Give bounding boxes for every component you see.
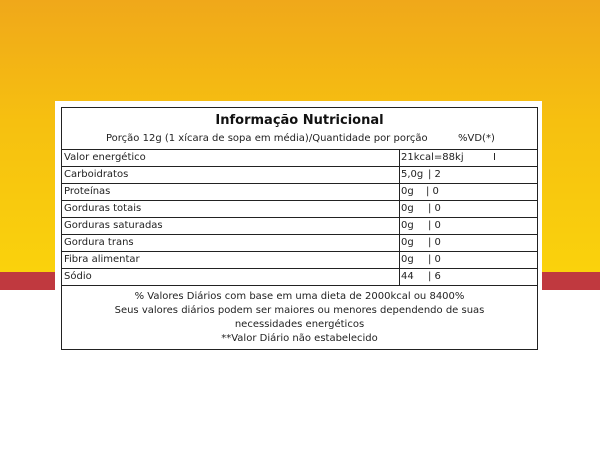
- table-footnotes: [62, 286, 537, 349]
- row-pct: | 0: [426, 186, 439, 197]
- table-header: [62, 108, 537, 150]
- row-amount: 0g: [401, 237, 414, 248]
- portion-text: Porção 12g (1 xícara de sopa em média)/Quantidade por porção: [106, 133, 428, 144]
- row-pct: | 0: [428, 220, 441, 231]
- column-divider: [399, 150, 400, 167]
- row-name: Gorduras saturadas: [64, 220, 163, 231]
- table-row: [62, 252, 537, 269]
- table-row: [62, 184, 537, 201]
- row-name: Gorduras totais: [64, 203, 142, 214]
- table-row: [62, 218, 537, 235]
- column-divider: [399, 269, 400, 286]
- row-name: Gordura trans: [64, 237, 134, 248]
- table-row: [62, 150, 537, 167]
- table-row: [62, 167, 537, 184]
- column-divider: [399, 184, 400, 201]
- row-amount: 0g: [401, 254, 414, 265]
- row-pct: | 0: [428, 254, 441, 265]
- column-divider: [399, 218, 400, 235]
- table-title: Informação Nutricional: [215, 113, 384, 128]
- column-divider: [399, 167, 400, 184]
- row-name: Sódio: [64, 271, 92, 282]
- table-row: [62, 201, 537, 218]
- row-amount: 21kcal=88kj: [401, 152, 464, 163]
- row-pct: | 0: [428, 237, 441, 248]
- column-divider: [399, 201, 400, 218]
- row-name: Carboidratos: [64, 169, 129, 180]
- row-amount: 5,0g: [401, 169, 424, 180]
- nutrition-table: [61, 107, 538, 350]
- row-amount: 44: [401, 271, 414, 282]
- row-name: Proteínas: [64, 186, 111, 197]
- vd-header: %VD(*): [458, 133, 495, 144]
- row-amount: 0g: [401, 220, 414, 231]
- row-pct: I: [493, 152, 496, 163]
- row-pct: | 2: [428, 169, 441, 180]
- row-pct: | 0: [428, 203, 441, 214]
- footnote-needs: Seus valores diários podem ser maiores ou menores dependendo de suas necessidades energéticos: [114, 305, 485, 330]
- table-row: [62, 235, 537, 252]
- footnote-not-established: **Valor Diário não estabelecido: [221, 333, 378, 344]
- row-pct: | 6: [428, 271, 441, 282]
- column-divider: [399, 235, 400, 252]
- row-name: Fibra alimentar: [64, 254, 140, 265]
- row-name: Valor energético: [64, 152, 146, 163]
- table-row: [62, 269, 537, 286]
- footnote-daily-values: % Valores Diários com base em uma dieta de 2000kcal ou 8400%: [134, 291, 465, 302]
- row-amount: 0g: [401, 186, 414, 197]
- row-amount: 0g: [401, 203, 414, 214]
- column-divider: [399, 252, 400, 269]
